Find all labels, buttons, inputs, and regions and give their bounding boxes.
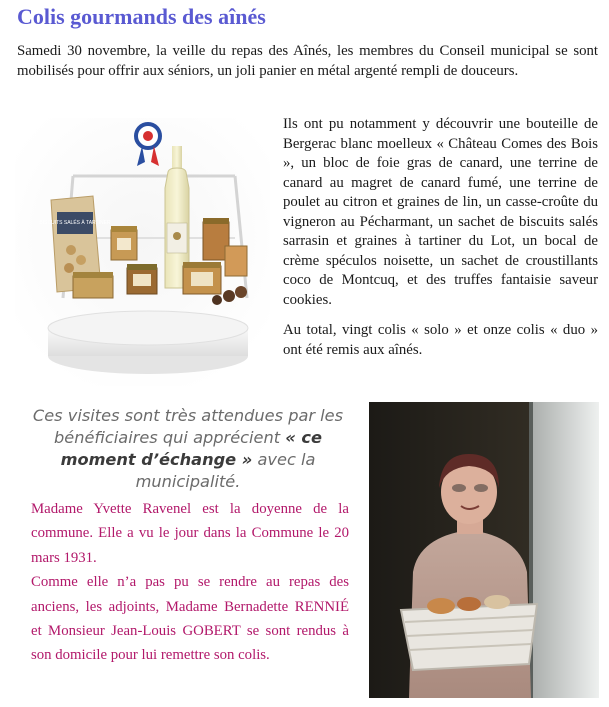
quote-text-end: avec la municipalité. (135, 450, 316, 491)
article-title: Colis gourmands des aînés (17, 4, 266, 29)
totals-paragraph: Au total, vingt colis « solo » et onze colis « duo » ont été remis aux aînés. (283, 322, 598, 358)
doyenne-portrait-photo (369, 402, 599, 698)
doyenne-section (31, 497, 349, 668)
doyenne-paragraph: Madame Yvette Ravenel est la doyenne de la commune. Elle a vu le jour dans la Commune le 20 mars 1931. (31, 501, 349, 566)
gift-basket-photo (15, 118, 270, 386)
right-column (283, 115, 598, 371)
products-paragraph: Ils ont pu notamment y découvrir une bouteille de Bergerac blanc moelleux « Château Comes des Bois », un bloc de foie gras de canard, une terrine de canard au magret de canard fumé, une terrine de poulet au citron et graines de lin, un casse-croûte du vigneron au Pécharmant, un sachet de biscuits salés sarrasin et graines à tartiner du Lot, un bocal de crème spéculos noisette, un sachet de croustillants coco de Montcuq, et des truffes fantaisie saveur cookies. (283, 116, 598, 308)
visit-paragraph: Comme elle n’a pas pu se rendre au repas des anciens, les adjoints, Madame Bernadette RENNIÉ et Monsieur Jean-Louis GOBERT se sont rendus à son domicile pour lui remettre son colis. (31, 574, 349, 664)
svg-text:BISCUITS SALÉS À TARTINER: BISCUITS SALÉS À TARTINER (39, 220, 111, 226)
quote-emphasis: « ce moment d’échange » (60, 428, 323, 469)
intro-paragraph: Samedi 30 novembre, la veille du repas des Aînés, les membres du Conseil municipal se sont mobilisés pour offrir aux séniors, un joli panier en métal argenté rempli de douceurs. (17, 43, 598, 79)
quote-text-start: Ces visites sont très attendues par les bénéficiaires qui apprécient (32, 406, 344, 447)
highlight-quote (16, 405, 360, 493)
